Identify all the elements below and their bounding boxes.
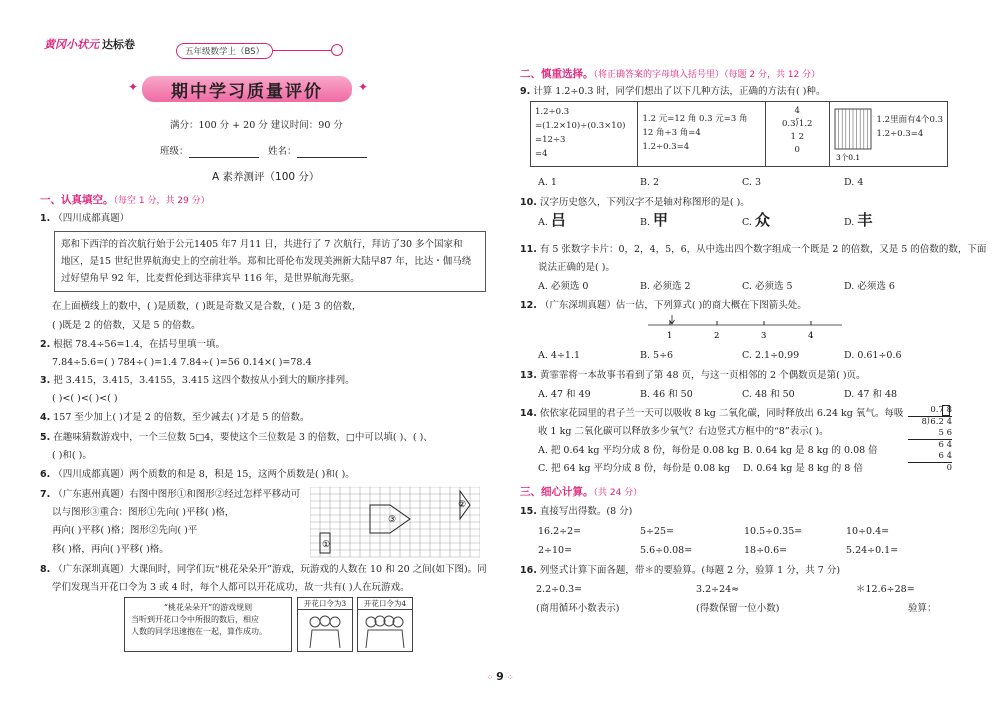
option-c[interactable]: C. 众 [742, 211, 770, 229]
decimal-grid-figure [834, 105, 873, 163]
page-number: ⁘ 9 ⁘ [486, 670, 514, 683]
option-d[interactable]: D. 4 [844, 177, 864, 188]
exam-meta: 满分：100 分 + 20 分 建议时间：90 分 [170, 120, 343, 131]
question-13[interactable]: 13. 黄霏霏将一本故事书看到了第 48 页，与这一页相邻的 2 个偶数页是第( )页。 [520, 370, 866, 381]
page-title: 期中学习质量评价 [142, 76, 352, 102]
brand-logo: 黄冈小状元 达标卷 [44, 38, 136, 51]
tick-label: 3 [761, 331, 767, 341]
calc-note: (得数保留一位小数) [696, 603, 780, 614]
section-3-heading: 三、细心计算。（共 24 分） [520, 486, 643, 498]
question-3: 3. 把 3.415̇，3.4̇15̇，3.4155，3.415̇ 这四个数按从小到大的顺序排列。 [40, 375, 355, 386]
question-14-options-row1 [538, 444, 878, 457]
option-b[interactable]: B. 46 和 50 [640, 389, 693, 400]
star-icon: ✦ [128, 80, 139, 94]
question-3-blanks[interactable]: ( )<( )<( )<( ) [52, 393, 118, 404]
question-9-methods [530, 101, 948, 167]
question-7-blanks-1[interactable]: 以与图形③重合：图形①先向( )平移( )格， [52, 507, 235, 518]
game-rule-box [124, 597, 292, 652]
game-rule-title: “桃花朵朵开”的游戏规则 [163, 603, 253, 612]
calc-item[interactable]: 16.2÷2= [538, 526, 582, 537]
option-d[interactable]: D. 0.64 kg 是 8 kg 的 8 倍 [743, 463, 863, 474]
svg-text:3个0.1: 3个0.1 [835, 153, 860, 162]
question-12[interactable]: 12. （广东深圳真题）估一估，下列算式( )的商大概在下图箭头处。 [520, 300, 807, 311]
question-8: 8. （广东深圳真题）大课间时，同学们玩“桃花朵朵开”游戏，玩游戏的人数在 10 和 20 之间(如下图)。同 [40, 564, 487, 575]
question-7: 7. （广东惠州真题）右图中图形①和图形②经过怎样平移动可 [40, 489, 301, 500]
question-11-options [538, 280, 946, 293]
calc-item[interactable]: ＊12.6÷28= [856, 584, 915, 595]
command-4-label: 开花口令为4 [358, 598, 412, 610]
option-c[interactable]: C. 必须选 5 [742, 281, 793, 292]
calc-note: (商用循环小数表示) [536, 603, 620, 614]
shape-2-label: ② [458, 500, 467, 510]
calc-item[interactable]: 5.6÷0.08= [640, 545, 693, 556]
question-15: 15. 直接写出得数。(8 分) [520, 506, 633, 517]
question-7-blanks-2[interactable]: 再向( )平移( )格；图形②先向( )平 [52, 525, 198, 536]
tick-label: 2 [714, 331, 720, 341]
digit-8-box [942, 405, 950, 416]
question-16: 16. 列竖式计算下面各题，带＊的要验算。(每题 2 分，验算 1 分，共 7 分) [520, 565, 841, 576]
number-line [640, 313, 850, 341]
question-1-blanks-2[interactable]: ( )既是 2 的倍数，又是 5 的倍数。 [52, 320, 201, 331]
option-a[interactable]: A. 4÷1.1 [538, 350, 581, 361]
section-2-heading: 二、慎重选择。（将正确答案的字母填入括号里）（每题 2 分，共 12 分） [520, 68, 821, 80]
option-a[interactable]: A. 1 [538, 177, 557, 188]
class-label: 班级： [160, 146, 189, 157]
calc-item[interactable]: 5.24÷0.1= [846, 545, 899, 556]
section-subtitle: A 素养测评（100 分） [212, 171, 320, 183]
option-d[interactable]: D. 47 和 48 [844, 389, 898, 400]
swirl-icon [331, 44, 343, 56]
option-d[interactable]: D. 0.61÷0.6 [844, 350, 902, 361]
option-c[interactable]: C. 3 [742, 177, 762, 188]
question-12-options [538, 349, 946, 362]
calc-item[interactable]: 2÷10= [538, 545, 573, 556]
question-14: 14. 依依家花园里的君子兰一天可以吸收 8 kg 二氧化碳，同时释放出 6.24 kg 氧气。每吸 [520, 408, 904, 419]
calc-item[interactable]: 5÷25= [640, 526, 675, 537]
calc-item[interactable]: 3.2÷24≈ [696, 584, 740, 595]
question-5-blanks[interactable]: ( )和( )。 [52, 450, 92, 461]
question-13-options [538, 388, 946, 401]
tick-label: 1 [667, 331, 673, 341]
shape-1-label: ① [322, 540, 331, 550]
question-10-options [538, 211, 946, 229]
option-b[interactable]: B. 5÷6 [640, 350, 674, 361]
option-a[interactable]: A. 吕 [538, 211, 566, 229]
option-b[interactable]: B. 甲 [640, 211, 669, 229]
option-b[interactable]: B. 0.64 kg 是 8 kg 的 0.08 倍 [743, 445, 878, 456]
method-4: 3个0.1 1.2里面有4个0.3 1.2÷0.3=4 [830, 102, 947, 166]
command-4-box [357, 597, 413, 652]
question-15-row-2 [538, 544, 898, 557]
children-group-icon [298, 610, 352, 652]
question-1-blanks-1[interactable]: 在上面横线上的数中，( )是质数，( )既是奇数又是合数，( )是 3 的倍数， [52, 301, 362, 312]
option-b[interactable]: B. 必须选 2 [640, 281, 691, 292]
calc-note: 验算： [908, 603, 937, 614]
game-rule-line: 当听到开花口令中所报的数后，相应 [131, 615, 259, 624]
command-3-box [297, 597, 353, 652]
method-3: 4 0.3⟌1.2 1 2 0 [766, 102, 830, 166]
name-field[interactable] [268, 145, 367, 158]
command-3-label: 开花口令为3 [298, 598, 352, 610]
header-rule [272, 50, 332, 51]
question-6[interactable]: 6. （四川成都真题）两个质数的和是 8，积是 15，这两个质数是( )和( )。 [40, 469, 355, 480]
question-1-passage: 郑和下西洋的首次航行始于公元1405 年7 月11 日，共进行了 7 次航行，拜访了30 多个国家和 地区，是15 世纪世界航海史上的空前壮举。郑和比哥伦布发现美洲新大陆早87 年，比达・伽马绕 过好望角早 92 年，比麦哲伦到达菲律宾早 116 年，是世界航海先驱。 [54, 231, 486, 292]
option-c[interactable]: C. 2.1÷0.99 [742, 350, 800, 361]
option-b[interactable]: B. 2 [640, 177, 660, 188]
section-1-heading: 一、认真填空。（每空 1 分，共 29 分） [40, 194, 210, 206]
option-c[interactable]: C. 48 和 50 [742, 389, 795, 400]
game-rule-line: 人数的同学迅速抱在一起，算作成功。 [131, 627, 267, 636]
question-10[interactable]: 10. 汉字历史悠久，下列汉字不是轴对称图形的是( )。 [520, 197, 750, 208]
star-icon: ✦ [358, 80, 369, 94]
option-c[interactable]: C. 把 64 kg 平均分成 8 份，每份是 0.08 kg [538, 463, 731, 474]
calc-item[interactable]: 2.2÷0.3= [536, 584, 583, 595]
question-4[interactable]: 4. 157 至少加上( )才是 2 的倍数，至少减去( )才是 5 的倍数。 [40, 412, 310, 423]
method-1: 1.2÷0.3 =(1.2×10)÷(0.3×10) =12÷3 =4 [531, 102, 638, 166]
question-11-blank[interactable]: 说法正确的是( )。 [538, 262, 615, 273]
translation-grid [310, 487, 480, 561]
division-dividend: 8⟌6.2 4 [908, 416, 952, 428]
question-15-row-1 [538, 525, 889, 538]
calc-item[interactable]: 18÷0.6= [744, 545, 788, 556]
long-division-figure: 0.7 8 8⟌6.2 4 5 6 6 4 6 4 0 [908, 405, 952, 474]
question-14-options-row2 [538, 462, 863, 475]
class-field[interactable] [160, 145, 259, 158]
question-7-blanks-3[interactable]: 移( )格，再向( )平移( )格。 [52, 544, 169, 555]
option-a[interactable]: A. 必须选 0 [538, 281, 589, 292]
question-16-items [536, 583, 915, 596]
question-2-blanks[interactable]: 7.84÷5.6=( ) 784÷( )=1.4 7.84÷( )=56 0.14×( )=78.4 [52, 357, 312, 368]
question-5[interactable]: 5. 在趣味猜数游戏中，一个三位数 5□4，要使这个三位数是 3 的倍数，□中可以填( )、( )、 [40, 432, 433, 443]
question-8-blanks[interactable]: 学们发现当开花口令为 3 或 4 时，每个人都可以开花成功，故一共有( )人在玩游戏。 [52, 582, 410, 593]
option-a[interactable]: A. 47 和 49 [538, 389, 591, 400]
tick-label: 4 [808, 331, 814, 341]
question-14-blank[interactable]: 收 1 kg 二氧化碳可以释放多少氧气？右边竖式方框中的“8”表示( )。 [538, 426, 829, 437]
option-d[interactable]: D. 丰 [844, 211, 873, 229]
option-a[interactable]: A. 把 0.64 kg 平均分成 8 份，每份是 0.08 kg [538, 445, 740, 456]
question-11: 11. 有 5 张数字卡片：0，2，4，5，6，从中选出四个数字组成一个既是 2 的倍数，又是 5 的倍数的数，下面 [520, 244, 987, 255]
division-quotient: 0.7 8 [930, 405, 952, 415]
shape-3-label: ③ [388, 515, 397, 525]
calc-item[interactable]: 10÷0.4= [846, 526, 890, 537]
calc-item[interactable]: 10.5÷0.35= [744, 526, 803, 537]
method-2: 1.2 元=12 角 0.3 元=3 角 12 角÷3 角=4 1.2÷0.3=4 [638, 102, 765, 166]
children-group-icon [358, 610, 412, 652]
grade-label: 五年级数学上（BS） [176, 43, 273, 59]
question-1-head: 1. （四川成都真题） [40, 213, 130, 224]
question-2: 2. 根据 78.4÷56=1.4，在括号里填一填。 [40, 339, 226, 350]
question-9[interactable]: 9. 计算 1.2÷0.3 时，同学们想出了以下几种方法，正确的方法有( )种。 [520, 86, 826, 97]
question-9-options [538, 176, 946, 189]
option-d[interactable]: D. 必须选 6 [844, 281, 895, 292]
question-16-notes [536, 602, 937, 615]
name-label: 姓名： [268, 146, 297, 157]
